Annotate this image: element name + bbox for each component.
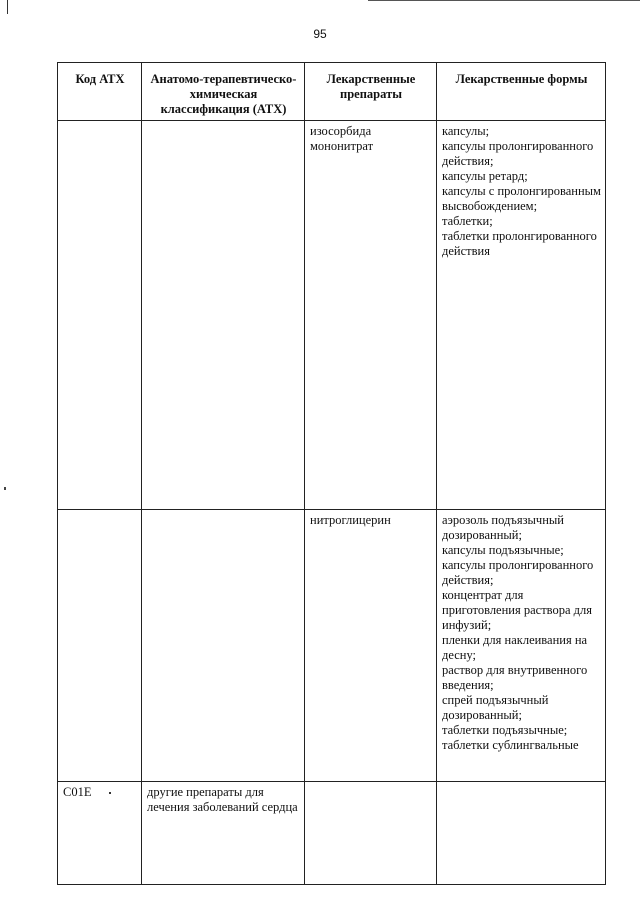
page-number: 95 bbox=[313, 27, 327, 41]
header-forms: Лекарственные формы bbox=[437, 63, 606, 121]
cell-code: C01E bbox=[63, 785, 92, 799]
cell-code bbox=[58, 510, 142, 782]
table-header-row bbox=[58, 63, 606, 121]
scan-artifact-dot bbox=[4, 487, 6, 490]
cell-forms bbox=[437, 782, 606, 885]
header-code: Код АТХ bbox=[58, 63, 142, 121]
atx-table bbox=[57, 62, 606, 885]
table-row bbox=[58, 510, 606, 782]
table-row bbox=[58, 121, 606, 510]
cell-code-wrap bbox=[58, 782, 142, 885]
cell-classification bbox=[142, 121, 305, 510]
table-row bbox=[58, 782, 606, 885]
cell-drug: изосорбида мононитрат bbox=[305, 121, 437, 510]
header-drugs: Лекарственные препараты bbox=[305, 63, 437, 121]
cell-classification bbox=[142, 510, 305, 782]
cell-forms: аэрозоль подъязычный дозированный; капсулы подъязычные; капсулы пролонгированного действия; концентрат для приготовления раствора для инфузий; пленки для наклеивания на десну; раствор для внутривенного введения; спрей подъязычный дозированный; таблетки подъязычные; таблетки сублингвальные bbox=[437, 510, 606, 782]
scan-edge-line bbox=[368, 0, 640, 1]
cell-drug: нитроглицерин bbox=[305, 510, 437, 782]
header-classification: Анатомо-терапевтическо-химическая классификация (АТХ) bbox=[142, 63, 305, 121]
scan-edge-mark bbox=[7, 0, 8, 14]
cell-forms: капсулы; капсулы пролонгированного действия; капсулы ретард; капсулы с пролонгированным высвобождением; таблетки; таблетки пролонгированного действия bbox=[437, 121, 606, 510]
cell-code bbox=[58, 121, 142, 510]
cell-drug bbox=[305, 782, 437, 885]
scan-artifact-dot bbox=[109, 792, 111, 794]
cell-classification: другие препараты для лечения заболеваний сердца bbox=[142, 782, 305, 885]
